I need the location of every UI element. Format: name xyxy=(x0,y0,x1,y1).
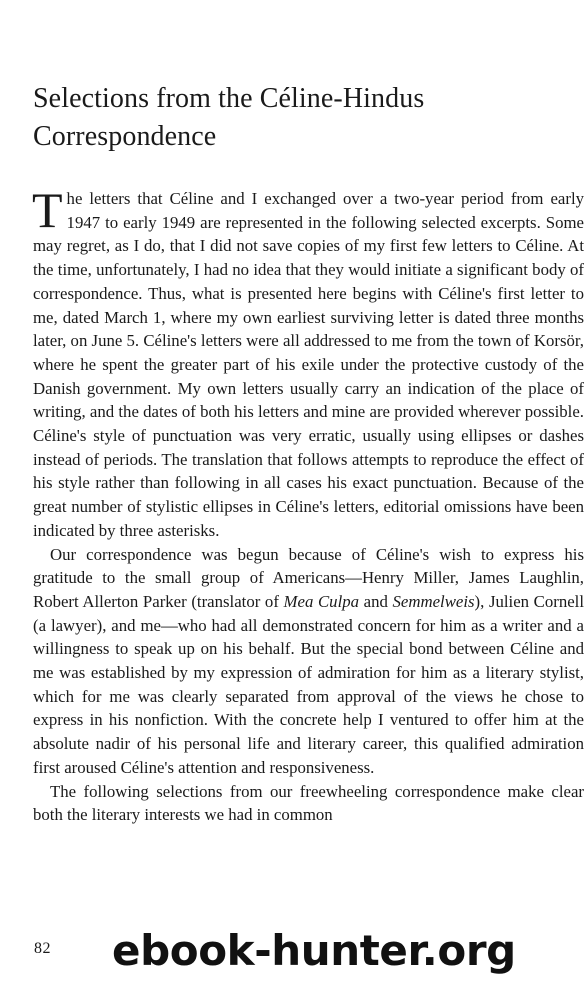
paragraph-2-text-c: ), Julien Cornell (a lawyer), and me—who had all demonstrated concern for him as a writer and a willingness to speak up on his behalf. But the special bond between Céline and me was established by my expression of admiration for him as a literary stylist, which for me was clearly separated from approval of the views he chose to express in his nonfiction. With the concrete help I ventured to offer him at the absolute nadir of his personal life and literary career, this qualified admiration first aroused Céline's attention and responsiveness. xyxy=(33,591,585,777)
body-text xyxy=(32,182,585,827)
watermark: ebook-hunter.org xyxy=(112,926,516,975)
book-title-mea-culpa: Mea Culpa xyxy=(283,591,360,611)
paragraph-3 xyxy=(33,780,584,827)
paragraph-1-text: he letters that Céline and I exchanged over a two-year period from early 1947 to early 1949 are represented in the following selected excerpts. Some may regret, as I do, that I did not save copies of my first few letters to Céline. At the time, unfortunately, I had no idea that they would initiate a significant body of correspondence. Thus, what is presented here begins with Céline's first letter to me, dated March 1, where my own earliest surviving letter is dated three months later, on June 5. Céline's letters were all addressed to me from the town of Korsör, where he spent the greater part of his exile under the protective custody of the Danish government. My own letters usually carry an indication of the place of writing, and the dates of both his letters and mine are provided wherever possible. Céline's style of punctuation was very erratic, usually using ellipses or dashes instead of periods. The translation that follows attempts to reproduce the effect of his style rather than following in all cases his exact punctuation. Because of the great number of stylistic ellipses in Céline's letters, editorial omissions have been indicated by three asterisks. xyxy=(33,189,584,540)
paragraph-3-text: The following selections from our freewheeling correspondence make clear both the literary interests we had in common xyxy=(33,781,584,825)
book-title-semmelweis: Semmelweis xyxy=(392,591,475,611)
paragraph-2 xyxy=(33,543,584,780)
paragraph-1 xyxy=(32,182,584,543)
page-number: 82 xyxy=(34,940,51,957)
chapter-title: Selections from the Céline-Hindus Correspondence xyxy=(33,83,425,152)
paragraph-2-text-a: Our correspondence was begun because of Céline's wish to express his gratitude to the small group of Americans—Henry Miller, James Laughlin, Robert Allerton Parker (translator of xyxy=(33,544,584,611)
drop-cap: T xyxy=(32,182,63,238)
paragraph-2-text-b: and xyxy=(359,591,393,611)
